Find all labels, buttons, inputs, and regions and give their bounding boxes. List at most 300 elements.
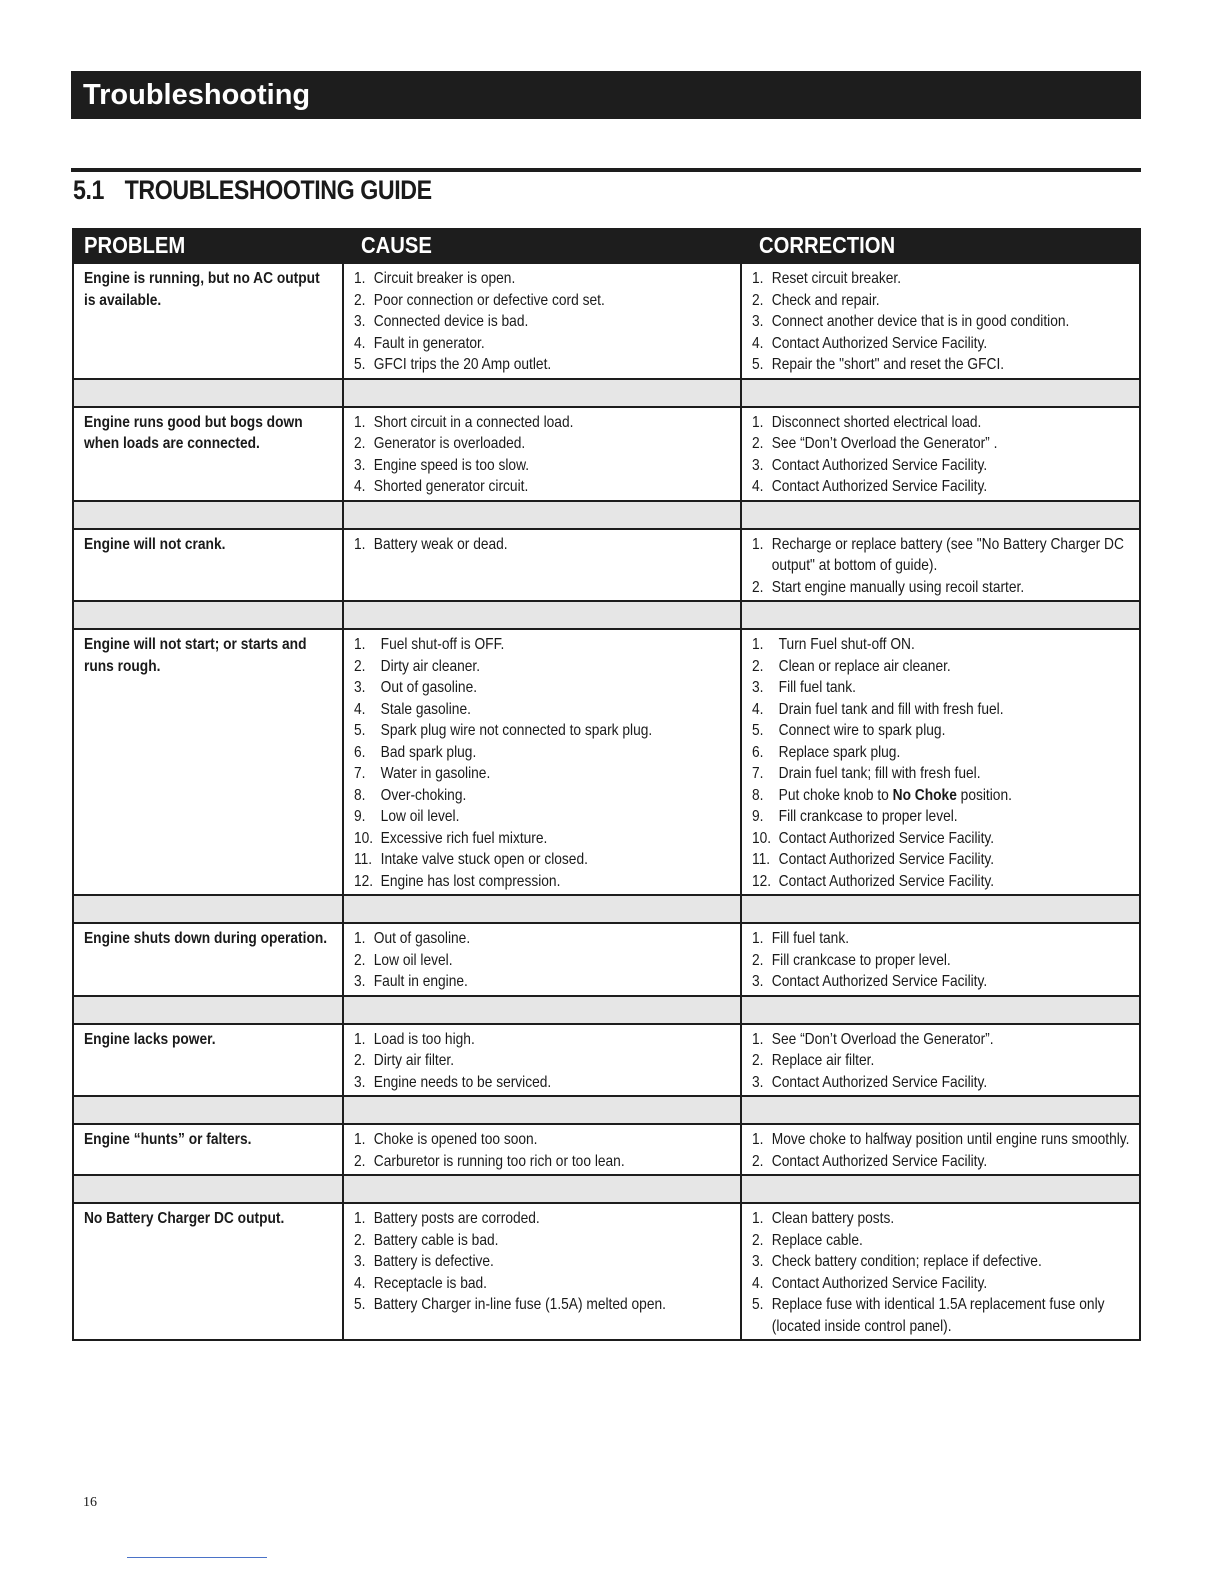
spacer-row [73, 996, 1140, 1024]
list-number: 5. [752, 722, 764, 739]
correction-list-wrap [752, 1129, 1130, 1172]
section-banner: Troubleshooting [71, 71, 1141, 119]
cause-list-wrap [354, 534, 731, 556]
list-number: 1. [354, 1030, 366, 1048]
cause-cell [343, 263, 741, 379]
list-text: Connect another device that is in good condition. [771, 313, 1070, 330]
list-text: Short circuit in a connected load. [373, 413, 574, 431]
list-text: Turn Fuel shut-off ON. [778, 636, 915, 653]
spacer-row [73, 1096, 1140, 1124]
numbered-list [354, 1129, 731, 1172]
table-row [73, 1124, 1140, 1175]
list-number: 1. [752, 413, 764, 431]
list-item [752, 763, 1130, 785]
spacer-row [73, 895, 1140, 923]
list-number: 1. [354, 930, 366, 947]
list-item [752, 412, 1130, 434]
list-text: Replace fuse with identical 1.5A replacement fuse only (located inside control panel). [771, 1296, 1105, 1335]
cause-cell [343, 1124, 741, 1175]
cause-list-wrap [354, 928, 731, 993]
list-number: 7. [752, 765, 764, 782]
list-item [752, 1294, 1130, 1337]
bold-term: No Choke [892, 786, 957, 804]
list-text: Fill crankcase to proper level. [778, 808, 958, 825]
list-text: Contact Authorized Service Facility. [778, 872, 995, 890]
list-number: 3. [354, 679, 366, 696]
list-text: Battery cable is bad. [373, 1231, 499, 1249]
cause-cell [343, 407, 741, 501]
list-text: Stale gasoline. [380, 700, 471, 718]
list-number: 1. [752, 930, 764, 947]
list-number: 2. [752, 657, 764, 675]
list-text: Replace spark plug. [778, 743, 901, 761]
spacer-cell [73, 1096, 343, 1124]
list-text: Move choke to halfway position until engine runs smoothly. [771, 1131, 1130, 1148]
list-number: 2. [752, 578, 764, 596]
correction-list-wrap [752, 268, 1130, 376]
list-number: 5. [354, 722, 366, 739]
list-text: See “Don’t Overload the Generator” . [771, 435, 998, 452]
list-text: Fill fuel tank. [771, 930, 850, 947]
list-item [354, 785, 731, 807]
spacer-cell [343, 895, 741, 923]
problem-text: Engine shuts down during operation. [84, 930, 328, 947]
numbered-list [354, 928, 731, 993]
list-number: 7. [354, 765, 366, 782]
list-item [354, 763, 731, 785]
list-text: Low oil level. [373, 951, 453, 969]
list-item [752, 634, 1130, 656]
cause-cell [343, 1024, 741, 1097]
spacer-cell [343, 501, 741, 529]
numbered-list [354, 534, 731, 556]
list-item [752, 720, 1130, 742]
list-item [354, 476, 731, 498]
list-number: 10. [752, 829, 772, 847]
list-text: Drain fuel tank and fill with fresh fuel. [778, 700, 1004, 718]
correction-cell [741, 923, 1140, 996]
numbered-list [752, 268, 1130, 376]
list-item [354, 1050, 731, 1072]
list-text: Contact Authorized Service Facility. [771, 1274, 988, 1292]
header-cause: CAUSE [343, 229, 741, 263]
list-text: Carburetor is running too rich or too lean. [373, 1152, 625, 1170]
list-number: 5. [752, 1296, 764, 1313]
list-item [354, 656, 731, 678]
list-item [752, 742, 1130, 764]
list-number: 1. [354, 413, 366, 431]
spacer-cell [73, 1175, 343, 1203]
list-text: Dirty air filter. [373, 1052, 455, 1069]
problem-cell [73, 263, 343, 379]
list-number: 1. [354, 636, 366, 653]
correction-cell [741, 529, 1140, 602]
correction-list-wrap [752, 412, 1130, 498]
list-item [752, 677, 1130, 699]
list-text: Bad spark plug. [380, 743, 477, 761]
list-text: Connect wire to spark plug. [778, 722, 946, 739]
list-item [354, 412, 731, 434]
list-text: GFCI trips the 20 Amp outlet. [373, 356, 552, 373]
list-text: See “Don’t Overload the Generator”. [771, 1030, 994, 1048]
numbered-list [752, 1029, 1130, 1094]
list-item [354, 1072, 731, 1094]
list-item [752, 656, 1130, 678]
list-number: 2. [354, 435, 366, 452]
list-text: Contact Authorized Service Facility. [771, 973, 988, 990]
list-text: Contact Authorized Service Facility. [778, 851, 995, 868]
list-text: Check and repair. [771, 291, 880, 309]
list-number: 3. [354, 1073, 366, 1091]
cause-cell [343, 529, 741, 602]
title-rule [71, 168, 1141, 172]
footer-link-underline [127, 1557, 267, 1558]
list-item [354, 928, 731, 950]
list-text: Battery posts are corroded. [373, 1210, 540, 1227]
spacer-cell [73, 379, 343, 407]
list-number: 1. [752, 1210, 764, 1227]
spacer-cell [73, 895, 343, 923]
list-number: 1. [354, 535, 366, 553]
list-text: Contact Authorized Service Facility. [771, 478, 988, 495]
list-number: 3. [752, 313, 764, 330]
list-item [354, 1029, 731, 1051]
spacer-cell [343, 1096, 741, 1124]
list-number: 11. [354, 851, 373, 868]
list-text: Shorted generator circuit. [373, 478, 529, 495]
list-text: Out of gasoline. [380, 679, 478, 696]
list-number: 2. [752, 291, 764, 309]
list-item [752, 928, 1130, 950]
section-heading [73, 175, 432, 206]
list-item [354, 534, 731, 556]
spacer-cell [741, 1096, 1140, 1124]
list-text: Choke is opened too soon. [373, 1131, 538, 1148]
list-text: Replace cable. [771, 1231, 863, 1249]
correction-list-wrap [752, 634, 1130, 892]
list-item [752, 333, 1130, 355]
list-text: Fault in generator. [373, 334, 485, 352]
list-item [752, 433, 1130, 455]
list-item [752, 1029, 1130, 1051]
list-text: Drain fuel tank; fill with fresh fuel. [778, 765, 981, 782]
list-item [752, 806, 1130, 828]
list-item [752, 354, 1130, 376]
list-number: 8. [354, 786, 366, 804]
spacer-cell [343, 1175, 741, 1203]
list-item [752, 534, 1130, 577]
list-item [752, 455, 1130, 477]
list-text: Start engine manually using recoil starter. [771, 578, 1025, 596]
problem-cell [73, 629, 343, 895]
spacer-cell [343, 601, 741, 629]
list-number: 6. [354, 743, 366, 761]
table-row [73, 629, 1140, 895]
correction-cell [741, 1203, 1140, 1340]
spacer-row [73, 379, 1140, 407]
cause-cell [343, 629, 741, 895]
list-number: 4. [752, 334, 764, 352]
cause-list-wrap [354, 634, 731, 892]
list-text: Receptacle is bad. [373, 1274, 487, 1292]
list-number: 2. [354, 1052, 366, 1069]
list-text: Generator is overloaded. [373, 435, 526, 452]
list-item [752, 1050, 1130, 1072]
list-text: Contact Authorized Service Facility. [771, 1152, 988, 1170]
problem-cell [73, 1203, 343, 1340]
spacer-cell [741, 996, 1140, 1024]
list-text: Reset circuit breaker. [771, 270, 902, 287]
list-item [354, 1151, 731, 1173]
problem-text: Engine will not crank. [84, 535, 226, 553]
problem-cell [73, 529, 343, 602]
list-item [354, 871, 731, 893]
list-item [752, 577, 1130, 599]
numbered-list [354, 412, 731, 498]
list-item [752, 1129, 1130, 1151]
spacer-cell [343, 379, 741, 407]
list-text: Fill crankcase to proper level. [771, 951, 951, 969]
spacer-cell [741, 601, 1140, 629]
table-row [73, 1203, 1140, 1340]
table-row [73, 407, 1140, 501]
list-text: Intake valve stuck open or closed. [380, 851, 588, 868]
list-item [752, 1251, 1130, 1273]
list-text: Replace air filter. [771, 1052, 875, 1069]
list-text: Out of gasoline. [373, 930, 471, 947]
list-item [752, 1072, 1130, 1094]
list-item [752, 1273, 1130, 1295]
correction-cell [741, 1124, 1140, 1175]
list-text: Contact Authorized Service Facility. [771, 1073, 988, 1091]
list-item [354, 828, 731, 850]
list-number: 5. [354, 1296, 366, 1313]
problem-text: No Battery Charger DC output. [84, 1210, 285, 1227]
list-number: 12. [354, 872, 374, 890]
list-number: 1. [354, 1131, 366, 1148]
list-item [354, 433, 731, 455]
list-item [354, 699, 731, 721]
correction-list-wrap [752, 534, 1130, 599]
problem-cell [73, 407, 343, 501]
problem-cell [73, 1024, 343, 1097]
spacer-row [73, 1175, 1140, 1203]
spacer-cell [73, 996, 343, 1024]
table-row [73, 1024, 1140, 1097]
list-text: Fill fuel tank. [778, 679, 856, 696]
list-item [354, 1230, 731, 1252]
list-item [354, 333, 731, 355]
list-text: Put choke knob to No Choke position. [778, 786, 1012, 804]
list-item [752, 1208, 1130, 1230]
header-problem: PROBLEM [73, 229, 343, 263]
list-item [354, 1251, 731, 1273]
list-number: 3. [752, 456, 764, 474]
list-number: 11. [752, 851, 771, 868]
cause-list-wrap [354, 1208, 731, 1316]
list-text: Battery Charger in-line fuse (1.5A) melted open. [373, 1296, 666, 1313]
list-number: 3. [354, 1253, 366, 1270]
list-item [354, 1129, 731, 1151]
list-number: 1. [752, 535, 764, 553]
correction-list-wrap [752, 1208, 1130, 1337]
list-text: Contact Authorized Service Facility. [771, 456, 988, 474]
section-number: 5.1 [73, 175, 105, 205]
list-number: 9. [752, 808, 764, 825]
list-item [752, 950, 1130, 972]
list-item [752, 828, 1130, 850]
list-number: 2. [752, 951, 764, 969]
list-text: Engine speed is too slow. [373, 456, 530, 474]
correction-cell [741, 629, 1140, 895]
list-number: 2. [752, 1052, 764, 1069]
cause-cell [343, 923, 741, 996]
list-number: 3. [752, 1253, 764, 1270]
list-text: Clean battery posts. [771, 1210, 895, 1227]
list-text: Circuit breaker is open. [373, 270, 516, 287]
list-number: 4. [752, 478, 764, 495]
correction-list-wrap [752, 928, 1130, 993]
list-item [752, 699, 1130, 721]
list-number: 4. [354, 334, 366, 352]
cause-list-wrap [354, 268, 731, 376]
list-text: Dirty air cleaner. [380, 657, 481, 675]
list-number: 2. [752, 1231, 764, 1249]
list-number: 1. [752, 1030, 764, 1048]
list-number: 2. [354, 951, 366, 969]
list-number: 6. [752, 743, 764, 761]
list-text: Repair the "short" and reset the GFCI. [771, 356, 1005, 373]
list-number: 1. [752, 636, 764, 653]
spacer-cell [73, 501, 343, 529]
list-number: 3. [752, 1073, 764, 1091]
section-title: TROUBLESHOOTING GUIDE [124, 175, 432, 205]
list-text: Water in gasoline. [380, 765, 491, 782]
list-number: 1. [354, 1210, 366, 1227]
numbered-list [752, 1208, 1130, 1337]
list-item [354, 311, 731, 333]
list-text: Disconnect shorted electrical load. [771, 413, 982, 431]
list-number: 10. [354, 829, 374, 847]
spacer-cell [73, 601, 343, 629]
spacer-cell [741, 1175, 1140, 1203]
list-text: Clean or replace air cleaner. [778, 657, 951, 675]
list-number: 3. [354, 973, 366, 990]
cause-list-wrap [354, 1029, 731, 1094]
list-number: 1. [354, 270, 366, 287]
problem-text: Engine “hunts” or falters. [84, 1131, 252, 1148]
list-item [354, 677, 731, 699]
numbered-list [752, 634, 1130, 892]
list-item [752, 268, 1130, 290]
list-text: Over-choking. [380, 786, 467, 804]
correction-cell [741, 1024, 1140, 1097]
cause-cell [343, 1203, 741, 1340]
list-item [354, 1208, 731, 1230]
spacer-cell [343, 996, 741, 1024]
problem-text: Engine runs good but bogs down when loads are connected. [84, 413, 303, 452]
list-text: Battery is defective. [373, 1253, 494, 1270]
list-number: 9. [354, 808, 366, 825]
spacer-cell [741, 379, 1140, 407]
list-number: 1. [752, 270, 764, 287]
list-text: Engine needs to be serviced. [373, 1073, 552, 1091]
numbered-list [354, 634, 731, 892]
list-item [752, 311, 1130, 333]
list-number: 4. [354, 1274, 366, 1292]
list-number: 1. [752, 1131, 764, 1148]
list-item [354, 971, 731, 993]
page-number: 16 [83, 1495, 97, 1510]
problem-text: Engine will not start; or starts and runs rough. [84, 636, 307, 675]
list-item [752, 290, 1130, 312]
list-number: 2. [354, 1231, 366, 1249]
list-number: 3. [752, 973, 764, 990]
list-item [354, 290, 731, 312]
numbered-list [752, 1129, 1130, 1172]
list-item [354, 455, 731, 477]
list-item [752, 476, 1130, 498]
list-item [752, 871, 1130, 893]
list-item [354, 950, 731, 972]
list-number: 8. [752, 786, 764, 804]
list-item [354, 849, 731, 871]
problem-cell [73, 1124, 343, 1175]
list-item [354, 1294, 731, 1316]
correction-list-wrap [752, 1029, 1130, 1094]
list-number: 12. [752, 872, 772, 890]
list-number: 2. [354, 657, 366, 675]
correction-cell [741, 263, 1140, 379]
list-number: 4. [752, 1274, 764, 1292]
list-number: 2. [354, 1152, 366, 1170]
numbered-list [354, 1029, 731, 1094]
list-item [354, 354, 731, 376]
list-text: Connected device is bad. [373, 313, 529, 330]
list-item [354, 268, 731, 290]
list-number: 4. [752, 700, 764, 718]
list-item [752, 1230, 1130, 1252]
numbered-list [354, 1208, 731, 1316]
numbered-list [752, 412, 1130, 498]
list-text: Excessive rich fuel mixture. [380, 829, 548, 847]
list-item [354, 806, 731, 828]
list-text: Spark plug wire not connected to spark plug. [380, 722, 653, 739]
table-row [73, 529, 1140, 602]
list-number: 4. [354, 478, 366, 495]
list-text: Poor connection or defective cord set. [373, 291, 605, 309]
list-item [752, 849, 1130, 871]
list-text: Fault in engine. [373, 973, 468, 990]
header-correction: CORRECTION [741, 229, 1140, 263]
spacer-row [73, 501, 1140, 529]
list-text: Check battery condition; replace if defective. [771, 1253, 1042, 1270]
list-number: 2. [752, 1152, 764, 1170]
cause-list-wrap [354, 1129, 731, 1172]
list-text: Contact Authorized Service Facility. [771, 334, 988, 352]
list-item [354, 634, 731, 656]
numbered-list [752, 928, 1130, 993]
list-text: Engine has lost compression. [380, 872, 561, 890]
list-text: Low oil level. [380, 808, 460, 825]
spacer-row [73, 601, 1140, 629]
troubleshooting-table [72, 228, 1141, 1341]
list-text: Fuel shut-off is OFF. [380, 636, 505, 653]
problem-text: Engine lacks power. [84, 1030, 216, 1048]
list-number: 3. [752, 679, 764, 696]
list-number: 5. [354, 356, 366, 373]
list-number: 5. [752, 356, 764, 373]
